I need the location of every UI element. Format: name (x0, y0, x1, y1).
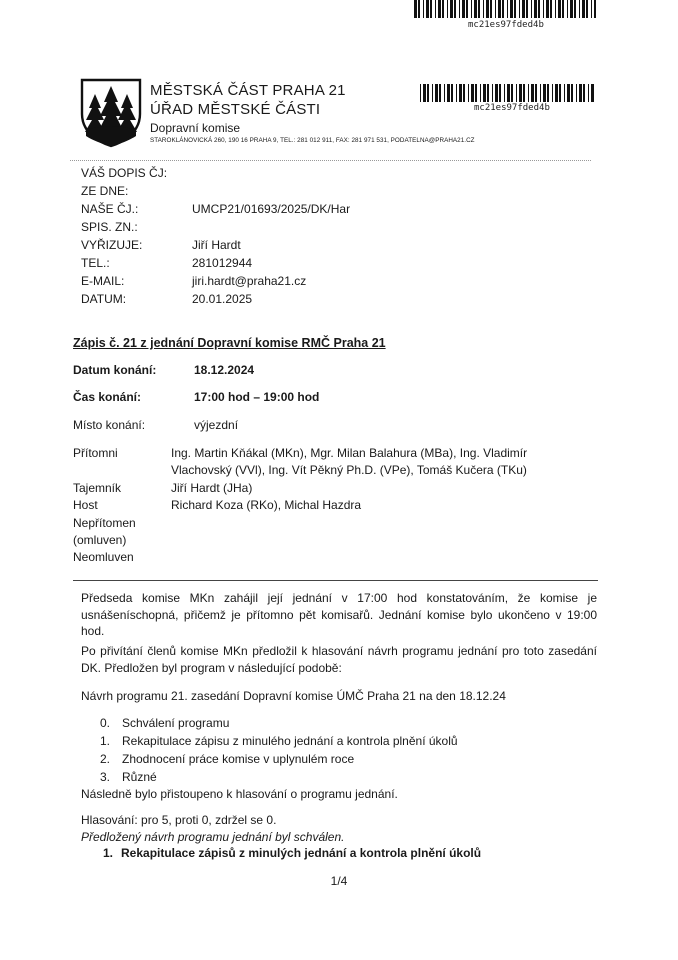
barcode-top (414, 0, 596, 18)
agenda-list (100, 714, 458, 786)
org-address: STAROKLÁNOVICKÁ 260, 190 16 PRAHA 9, TEL.: 281 012 911, FAX: 281 971 531, PODATELNA@PRAHA21.CZ (150, 137, 475, 144)
agenda-number: 3. (100, 770, 111, 784)
meta-value: UMCP21/01693/2025/DK/Har (192, 202, 351, 216)
agenda-number: 2. (100, 752, 111, 766)
agenda-number: 0. (100, 716, 111, 730)
meta-row (81, 236, 350, 254)
meta-label: E-MAIL: (81, 274, 125, 288)
meta-label: SPIS. ZN.: (81, 220, 138, 234)
program-paragraph: Po přivítání členů komise MKn předložil k hlasování návrh programu jednání pro toto zasedání DK. Předložen byl program v následující podobě: (81, 644, 597, 675)
agenda-title: Návrh programu 21. zasedání Dopravní komise ÚMČ Praha 21 na den 18.12.24 (81, 689, 506, 703)
vote-result: Hlasování: pro 5, proti 0, zdržel se 0. (81, 813, 277, 827)
present-label: Přítomni (73, 446, 118, 460)
place-value: výjezdní (194, 418, 239, 432)
barcode-header-code: mc21es97fded4b (474, 103, 550, 113)
present-value: Ing. Martin Kňákal (MKn), Mgr. Milan Balahura (MBa), Ing. Vladimír Vlachovský (VVl), Ing. Vít Pěkný Ph.D. (VPe), Tomáš Kučera (TKu) (171, 446, 528, 477)
guest-value: Richard Koza (RKo), Michal Hazdra (171, 498, 362, 512)
barcode-header (420, 82, 596, 102)
meta-row (81, 182, 350, 200)
meta-label: NAŠE ČJ.: (81, 202, 139, 216)
agenda-text: Rekapitulace zápisu z minulého jednání a kontrola plnění úkolů (122, 734, 458, 748)
time-value: 17:00 hod – 19:00 hod (194, 390, 320, 404)
date-label: Datum konání: (73, 363, 157, 377)
meta-row (81, 254, 350, 272)
agenda-item (100, 732, 458, 750)
meta-row (81, 272, 350, 290)
meta-row (81, 200, 350, 218)
absent-unexcused-label: Neomluven (73, 550, 134, 564)
section-divider (73, 580, 598, 581)
meta-label: VÁŠ DOPIS ČJ: (81, 166, 168, 180)
opening-paragraph: Předseda komise MKn zahájil její jednání v 17:00 hod konstatováním, že komise je usnášeníschopná, přičemž je přítomno pět komisařů. Jednání komise bylo ukončeno v 19:00 hod. (81, 591, 597, 638)
place-label: Místo konání: (73, 418, 146, 432)
absent-excused-note: (omluven) (73, 533, 127, 547)
meta-label: DATUM: (81, 292, 127, 306)
secretary-value: Jiří Hardt (JHa) (171, 481, 253, 495)
org-name: MĚSTSKÁ ČÁST PRAHA 21 (150, 82, 346, 99)
approval-note: Předložený návrh programu jednání byl schválen. (81, 830, 345, 844)
meta-label: ZE DNE: (81, 184, 129, 198)
meta-label: VYŘIZUJE: (81, 238, 143, 252)
meta-value: 20.01.2025 (192, 292, 253, 306)
agenda-text: Schválení programu (122, 716, 230, 730)
agenda-item (100, 768, 458, 786)
meta-label: TEL.: (81, 256, 110, 270)
page-number: 1/4 (330, 874, 348, 888)
meta-row (81, 164, 350, 182)
meta-row (81, 290, 350, 308)
reference-block (81, 164, 350, 308)
time-label: Čas konání: (73, 390, 142, 404)
after-agenda-text: Následně bylo přistoupeno k hlasování o programu jednání. (81, 787, 398, 801)
section-title: Rekapitulace zápisů z minulých jednání a kontrola plnění úkolů (121, 846, 482, 860)
department-name: Dopravní komise (150, 121, 241, 135)
agenda-text: Různé (122, 770, 157, 784)
section-number: 1. (103, 846, 114, 860)
secretary-label: Tajemník (73, 481, 122, 495)
agenda-text: Zhodnocení práce komise v uplynulém roce (122, 752, 355, 766)
date-value: 18.12.2024 (194, 363, 255, 377)
agenda-number: 1. (100, 734, 111, 748)
agenda-item (100, 750, 458, 768)
meta-value: 281012944 (192, 256, 253, 270)
agenda-item (100, 714, 458, 732)
meta-value: jiri.hardt@praha21.cz (192, 274, 307, 288)
office-name: ÚŘAD MĚSTSKÉ ČÁSTI (150, 101, 321, 118)
section-heading (103, 846, 481, 860)
coat-of-arms-logo (80, 78, 142, 148)
meta-value: Jiří Hardt (192, 238, 241, 252)
minutes-title: Zápis č. 21 z jednání Dopravní komise RMČ Praha 21 (73, 336, 386, 350)
header-divider (70, 160, 591, 161)
meta-row (81, 218, 350, 236)
barcode-top-code: mc21es97fded4b (468, 20, 544, 30)
guest-label: Host (73, 498, 98, 512)
absent-excused-label: Nepřítomen (73, 516, 136, 530)
